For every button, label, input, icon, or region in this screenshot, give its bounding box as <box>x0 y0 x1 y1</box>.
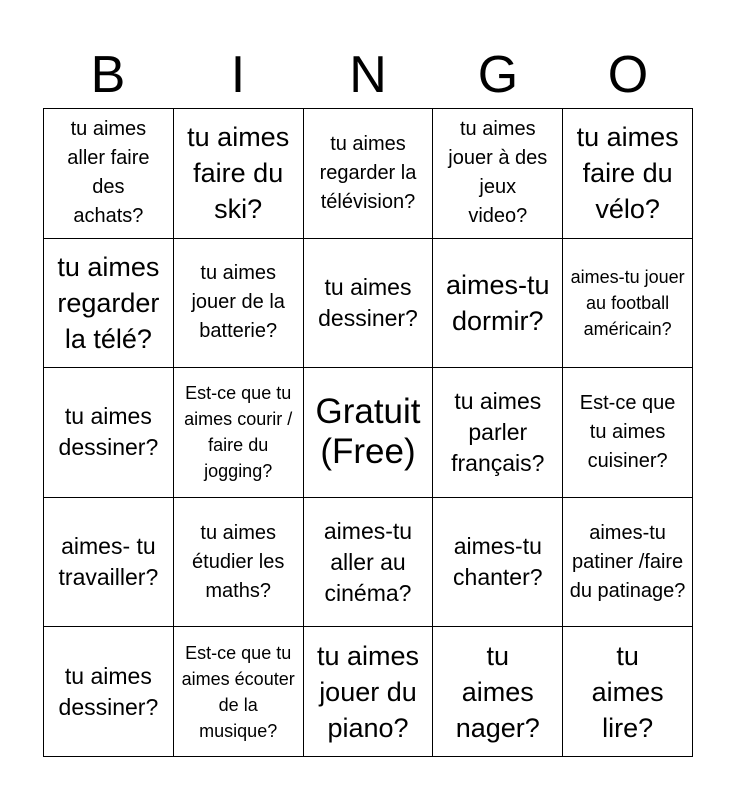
header-letter-i: I <box>230 46 246 104</box>
cell-text: tu aimes faire du ski? <box>187 122 290 225</box>
cell-text: tu aimes lire? <box>591 640 664 743</box>
bingo-cell[interactable] <box>304 498 434 628</box>
cell-text: tu aimes nager? <box>455 640 540 743</box>
header-letter-n: N <box>349 46 387 104</box>
bingo-cell[interactable] <box>563 368 693 498</box>
bingo-cell[interactable] <box>44 109 174 239</box>
cell-text: tu aimes faire du vélo? <box>576 122 679 225</box>
cell-text: tu aimes parler français? <box>451 387 545 476</box>
cell-text: tu aimes aller faire des achats? <box>67 118 150 228</box>
cell-text: aimes-tu aller au cinéma? <box>323 517 413 606</box>
bingo-cell[interactable] <box>563 239 693 369</box>
bingo-cell free-space <box>304 368 434 498</box>
bingo-cell[interactable] <box>44 368 174 498</box>
cell-text: tu aimes étudier les maths? <box>192 521 285 602</box>
bingo-cell[interactable] <box>174 109 304 239</box>
bingo-cell[interactable] <box>44 627 174 757</box>
free-space-label: Gratuit (Free) <box>315 392 421 472</box>
cell-text: aimes-tu chanter? <box>453 533 543 591</box>
cell-text: tu aimes jouer de la batterie? <box>191 262 285 343</box>
bingo-cell[interactable] <box>174 498 304 628</box>
bingo-cell[interactable] <box>304 239 434 369</box>
bingo-header <box>43 42 693 108</box>
cell-text: tu aimes dessiner? <box>58 403 159 461</box>
cell-text: tu aimes dessiner? <box>318 273 418 331</box>
cell-text: aimes-tu jouer au football américain? <box>570 266 685 339</box>
bingo-cell[interactable] <box>433 627 563 757</box>
bingo-cell[interactable] <box>174 627 304 757</box>
cell-text: tu aimes jouer à des jeux video? <box>448 118 548 228</box>
header-letter-g: G <box>477 46 519 104</box>
cell-text: Est-ce que tu aimes cuisiner? <box>579 391 676 472</box>
cell-text: Est-ce que tu aimes écouter de la musique? <box>181 642 295 741</box>
bingo-cell[interactable] <box>433 239 563 369</box>
bingo-cell[interactable] <box>304 109 434 239</box>
bingo-cell[interactable] <box>433 109 563 239</box>
bingo-cell[interactable] <box>174 239 304 369</box>
cell-text: aimes-tu patiner /faire du patinage? <box>569 521 686 602</box>
bingo-cell[interactable] <box>563 498 693 628</box>
bingo-cell[interactable] <box>174 368 304 498</box>
bingo-cell[interactable] <box>433 498 563 628</box>
cell-text: aimes- tu travailler? <box>58 533 159 591</box>
cell-text: aimes-tu dormir? <box>446 269 550 336</box>
cell-text: tu aimes jouer du piano? <box>316 640 419 743</box>
bingo-cell[interactable] <box>304 627 434 757</box>
bingo-board <box>43 108 693 757</box>
header-letter-b: B <box>90 46 126 104</box>
cell-text: Est-ce que tu aimes courir / faire du jogging? <box>184 383 293 482</box>
cell-text: tu aimes regarder la télé? <box>57 251 160 354</box>
header-letter-o: O <box>607 46 649 104</box>
bingo-cell[interactable] <box>563 627 693 757</box>
bingo-cell[interactable] <box>433 368 563 498</box>
bingo-cell[interactable] <box>44 239 174 369</box>
cell-text: tu aimes regarder la télévision? <box>319 132 417 213</box>
cell-text: tu aimes dessiner? <box>58 662 159 720</box>
bingo-cell[interactable] <box>563 109 693 239</box>
bingo-cell[interactable] <box>44 498 174 628</box>
